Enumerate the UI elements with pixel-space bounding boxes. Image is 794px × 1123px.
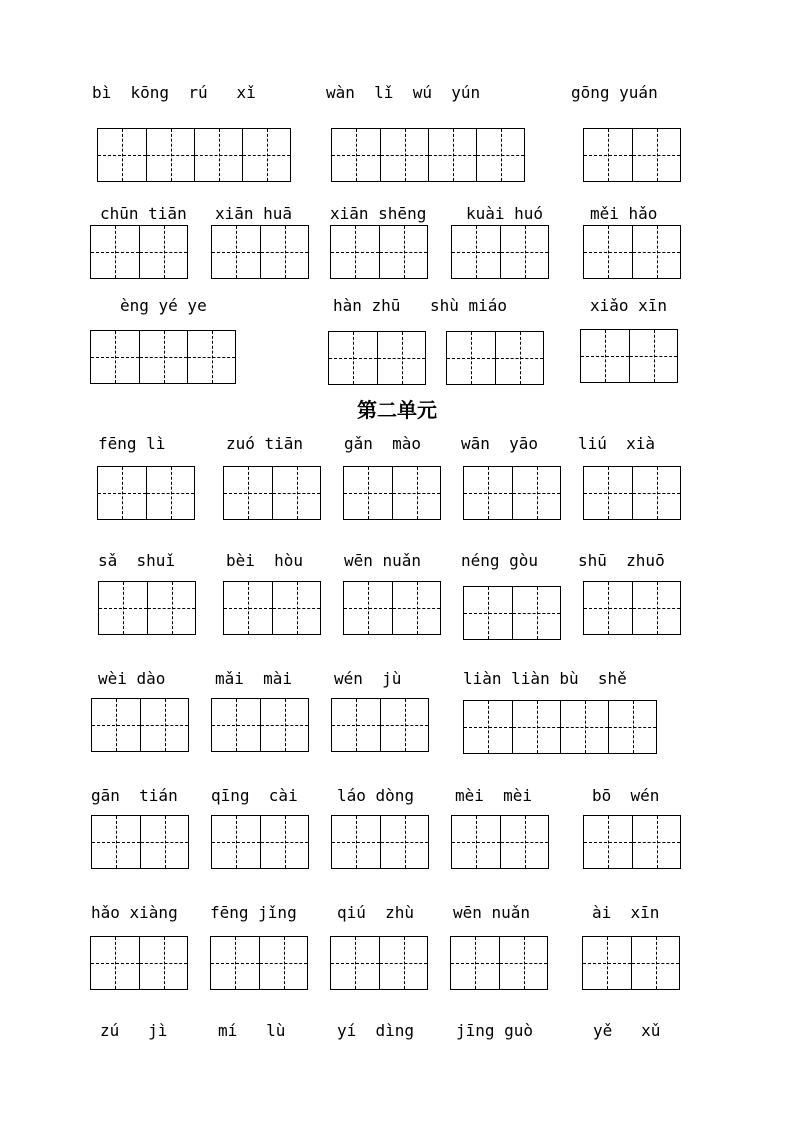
pinyin-label: liú xià	[578, 434, 656, 453]
pinyin-label: xiān shēng	[330, 204, 427, 223]
writing-grid[interactable]	[583, 128, 681, 182]
writing-grid[interactable]	[583, 225, 681, 279]
tianzige-cell[interactable]	[512, 587, 560, 639]
pinyin-label: shū zhuō	[578, 551, 665, 570]
tianzige-cell[interactable]	[608, 701, 656, 753]
tianzige-cell[interactable]	[272, 467, 320, 519]
writing-grid[interactable]	[450, 936, 548, 990]
tianzige-cell[interactable]	[452, 226, 500, 278]
pinyin-label: mí lù	[218, 1021, 286, 1040]
tianzige-cell[interactable]	[379, 937, 427, 989]
tianzige-cell[interactable]	[260, 226, 308, 278]
writing-grid[interactable]	[583, 581, 681, 635]
tianzige-cell[interactable]	[476, 129, 524, 181]
pinyin-label: hǎo xiàng	[91, 903, 178, 922]
tianzige-cell[interactable]	[98, 129, 146, 181]
tianzige-cell[interactable]	[212, 699, 260, 751]
writing-grid[interactable]	[210, 936, 308, 990]
writing-grid[interactable]	[90, 936, 188, 990]
tianzige-cell[interactable]	[451, 937, 499, 989]
tianzige-cell[interactable]	[632, 226, 680, 278]
writing-grid[interactable]	[91, 815, 189, 869]
pinyin-label: bō wén	[592, 786, 660, 805]
pinyin-label: měi hǎo	[590, 204, 658, 223]
writing-grid[interactable]	[463, 466, 561, 520]
tianzige-cell[interactable]	[91, 331, 139, 383]
writing-grid[interactable]	[582, 936, 680, 990]
writing-grid[interactable]	[463, 586, 561, 640]
tianzige-cell[interactable]	[632, 467, 680, 519]
pinyin-label: yí dìng	[337, 1021, 415, 1040]
tianzige-cell[interactable]	[332, 699, 380, 751]
writing-grid[interactable]	[97, 466, 195, 520]
tianzige-cell[interactable]	[377, 332, 425, 384]
writing-grid[interactable]	[91, 698, 189, 752]
tianzige-cell[interactable]	[631, 937, 679, 989]
tianzige-cell[interactable]	[380, 816, 428, 868]
pinyin-label: qiú zhù	[337, 903, 415, 922]
writing-grid[interactable]	[451, 225, 549, 279]
tianzige-cell[interactable]	[99, 582, 147, 634]
pinyin-label: yě xǔ	[593, 1021, 661, 1040]
tianzige-cell[interactable]	[139, 331, 187, 383]
writing-grid[interactable]	[446, 331, 544, 385]
tianzige-cell[interactable]	[211, 937, 259, 989]
tianzige-cell[interactable]	[91, 226, 139, 278]
unit-heading: 第二单元	[357, 398, 437, 422]
tianzige-cell[interactable]	[92, 699, 140, 751]
tianzige-cell[interactable]	[512, 467, 560, 519]
tianzige-cell[interactable]	[187, 331, 235, 383]
writing-grid[interactable]	[90, 225, 188, 279]
writing-grid[interactable]	[223, 466, 321, 520]
pinyin-label: wān yāo	[461, 434, 539, 453]
pinyin-label: zuó tiān	[226, 434, 304, 453]
pinyin-label: wén jù	[334, 669, 402, 688]
pinyin-label: liàn liàn bù shě	[463, 669, 627, 688]
tianzige-cell[interactable]	[583, 937, 631, 989]
tianzige-cell[interactable]	[629, 330, 677, 382]
pinyin-label: gǎn mào	[344, 434, 422, 453]
pinyin-label: wàn lǐ wú yún	[326, 83, 481, 102]
tianzige-cell[interactable]	[329, 332, 377, 384]
tianzige-cell[interactable]	[332, 129, 380, 181]
writing-grid[interactable]	[583, 815, 681, 869]
tianzige-cell[interactable]	[392, 582, 440, 634]
writing-grid[interactable]	[451, 815, 549, 869]
tianzige-cell[interactable]	[242, 129, 290, 181]
tianzige-cell[interactable]	[224, 467, 272, 519]
tianzige-cell[interactable]	[500, 226, 548, 278]
pinyin-label: wèi dào	[98, 669, 166, 688]
tianzige-cell[interactable]	[147, 582, 195, 634]
writing-grid[interactable]	[223, 581, 321, 635]
writing-grid[interactable]	[330, 936, 428, 990]
tianzige-cell[interactable]	[632, 582, 680, 634]
writing-grid[interactable]	[583, 466, 681, 520]
tianzige-cell[interactable]	[272, 582, 320, 634]
pinyin-label: fēng jǐng	[210, 903, 297, 922]
pinyin-label: mǎi mài	[215, 669, 293, 688]
pinyin-label: jīng guò	[456, 1021, 534, 1040]
writing-grid[interactable]	[331, 128, 525, 182]
tianzige-cell[interactable]	[392, 467, 440, 519]
pinyin-label: fēng lì	[98, 434, 166, 453]
tianzige-cell[interactable]	[212, 816, 260, 868]
tianzige-cell[interactable]	[584, 582, 632, 634]
tianzige-cell[interactable]	[98, 467, 146, 519]
pinyin-label: bì kōng rú xǐ	[92, 83, 256, 102]
tianzige-cell[interactable]	[584, 129, 632, 181]
pinyin-label: mèi mèi	[455, 786, 533, 805]
tianzige-cell[interactable]	[428, 129, 476, 181]
pinyin-label: kuài huó	[466, 204, 544, 223]
tianzige-cell[interactable]	[581, 330, 629, 382]
tianzige-cell[interactable]	[91, 937, 139, 989]
tianzige-cell[interactable]	[259, 937, 307, 989]
tianzige-cell[interactable]	[464, 467, 512, 519]
writing-grid[interactable]	[331, 815, 429, 869]
tianzige-cell[interactable]	[194, 129, 242, 181]
writing-grid[interactable]	[211, 698, 309, 752]
pinyin-label: bèi hòu	[226, 551, 304, 570]
writing-grid[interactable]	[463, 700, 657, 754]
tianzige-cell[interactable]	[464, 587, 512, 639]
tianzige-cell[interactable]	[495, 332, 543, 384]
writing-grid[interactable]	[211, 815, 309, 869]
tianzige-cell[interactable]	[260, 699, 308, 751]
tianzige-cell[interactable]	[380, 129, 428, 181]
tianzige-cell[interactable]	[139, 937, 187, 989]
writing-grid[interactable]	[97, 128, 291, 182]
tianzige-cell[interactable]	[499, 937, 547, 989]
tianzige-cell[interactable]	[512, 701, 560, 753]
pinyin-label: shù miáo	[430, 296, 508, 315]
pinyin-label: néng gòu	[461, 551, 539, 570]
writing-grid[interactable]	[328, 331, 426, 385]
tianzige-cell[interactable]	[260, 816, 308, 868]
tianzige-cell[interactable]	[332, 816, 380, 868]
writing-grid[interactable]	[580, 329, 678, 383]
tianzige-cell[interactable]	[584, 467, 632, 519]
tianzige-cell[interactable]	[380, 699, 428, 751]
tianzige-cell[interactable]	[212, 226, 260, 278]
tianzige-cell[interactable]	[146, 467, 194, 519]
writing-grid[interactable]	[343, 466, 441, 520]
pinyin-label: sǎ shuǐ	[98, 551, 176, 570]
pinyin-label: wēn nuǎn	[344, 551, 422, 570]
pinyin-label: èng yé ye	[120, 296, 207, 315]
pinyin-label: zú jì	[100, 1021, 168, 1040]
pinyin-label: láo dòng	[337, 786, 415, 805]
tianzige-cell[interactable]	[146, 129, 194, 181]
pinyin-label: qīng cài	[211, 786, 298, 805]
tianzige-cell[interactable]	[140, 816, 188, 868]
pinyin-label: gōng yuán	[571, 83, 658, 102]
tianzige-cell[interactable]	[224, 582, 272, 634]
tianzige-cell[interactable]	[452, 816, 500, 868]
writing-grid[interactable]	[331, 698, 429, 752]
pinyin-label: xiǎo xīn	[590, 296, 668, 315]
tianzige-cell[interactable]	[331, 937, 379, 989]
tianzige-cell[interactable]	[344, 467, 392, 519]
tianzige-cell[interactable]	[140, 699, 188, 751]
pinyin-label: ài xīn	[592, 903, 660, 922]
pinyin-label: xiān huā	[215, 204, 293, 223]
tianzige-cell[interactable]	[632, 816, 680, 868]
tianzige-cell[interactable]	[379, 226, 427, 278]
pinyin-label: wēn nuǎn	[453, 903, 531, 922]
pinyin-label: hàn zhū	[333, 296, 401, 315]
tianzige-cell[interactable]	[632, 129, 680, 181]
writing-grid[interactable]	[330, 225, 428, 279]
tianzige-cell[interactable]	[464, 701, 512, 753]
tianzige-cell[interactable]	[500, 816, 548, 868]
tianzige-cell[interactable]	[584, 816, 632, 868]
tianzige-cell[interactable]	[92, 816, 140, 868]
tianzige-cell[interactable]	[584, 226, 632, 278]
tianzige-cell[interactable]	[139, 226, 187, 278]
writing-grid[interactable]	[211, 225, 309, 279]
tianzige-cell[interactable]	[447, 332, 495, 384]
writing-grid[interactable]	[343, 581, 441, 635]
writing-grid[interactable]	[98, 581, 196, 635]
pinyin-label: chūn tiān	[100, 204, 187, 223]
tianzige-cell[interactable]	[560, 701, 608, 753]
writing-grid[interactable]	[90, 330, 236, 384]
tianzige-cell[interactable]	[331, 226, 379, 278]
pinyin-label: gān tián	[91, 786, 178, 805]
tianzige-cell[interactable]	[344, 582, 392, 634]
